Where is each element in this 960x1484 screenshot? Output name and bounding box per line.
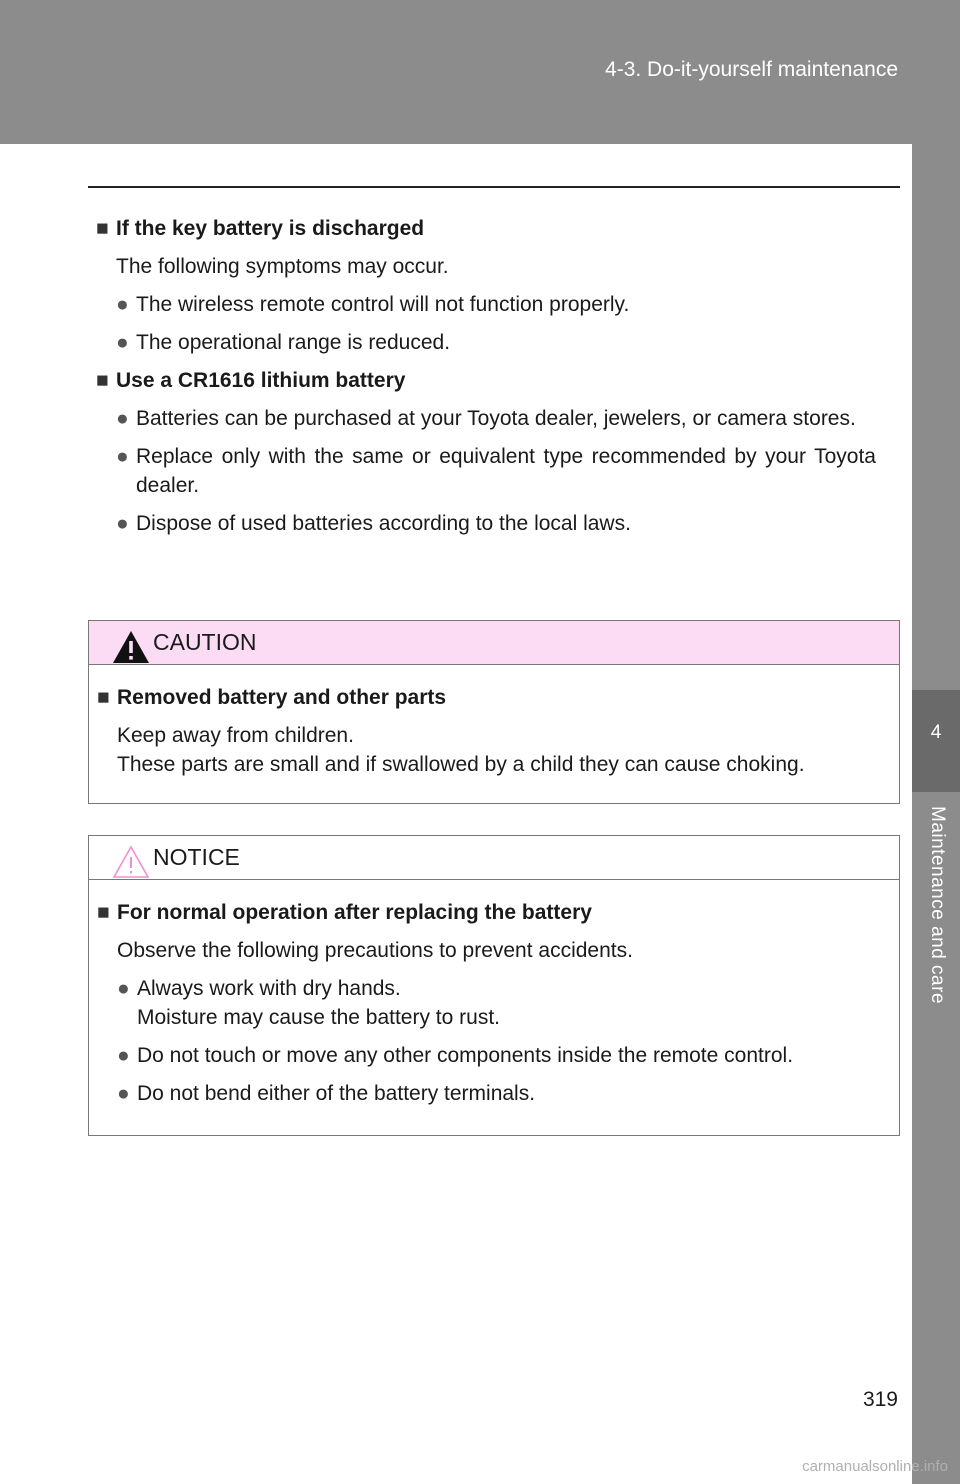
square-bullet-icon: ■ <box>97 901 110 924</box>
list-item: ● Batteries can be purchased at your Toyota dealer, jewelers, or camera stores. <box>96 404 876 433</box>
dot-bullet-icon: ● <box>117 1044 130 1067</box>
list-item: ● The wireless remote control will not function properly. <box>96 290 876 319</box>
warning-triangle-icon <box>111 629 151 665</box>
dot-bullet-icon: ● <box>117 1082 130 1105</box>
top-divider <box>88 186 900 188</box>
square-bullet-icon: ■ <box>96 369 109 392</box>
caution-line: These parts are small and if swallowed by a child they can cause choking. <box>117 753 805 776</box>
dot-bullet-icon: ● <box>116 512 129 535</box>
notice-box <box>88 835 900 1136</box>
dot-bullet-icon: ● <box>116 293 129 316</box>
caution-header <box>89 621 899 665</box>
page-number: 319 <box>862 1388 898 1411</box>
main-content <box>96 214 876 547</box>
section-heading: ■ Use a CR1616 lithium battery <box>96 366 876 395</box>
caution-box <box>88 620 900 804</box>
watermark: carmanualsonline.info <box>802 1458 948 1475</box>
caution-title: CAUTION <box>153 629 257 655</box>
section-intro: The following symptoms may occur. <box>116 255 449 278</box>
list-item: ● Dispose of used batteries according to the local laws. <box>96 509 876 538</box>
notice-body <box>89 880 899 1108</box>
dot-bullet-icon: ● <box>116 407 129 430</box>
notice-header <box>89 836 899 880</box>
caution-body <box>89 665 899 779</box>
section-heading: ■ If the key battery is discharged <box>96 214 876 243</box>
list-item: ● Do not touch or move any other components inside the remote control. <box>97 1041 875 1070</box>
caution-heading: ■ Removed battery and other parts <box>97 683 875 712</box>
notice-title: NOTICE <box>153 844 240 870</box>
dot-bullet-icon: ● <box>116 445 129 468</box>
square-bullet-icon: ■ <box>96 217 109 240</box>
caution-line: Keep away from children. <box>117 724 354 747</box>
side-tab-upper <box>912 144 960 690</box>
list-item: ● Replace only with the same or equivalent type recommended by your Toyota dealer. <box>96 442 876 500</box>
section-title: 4-3. Do-it-yourself maintenance <box>605 58 898 81</box>
notice-heading: ■ For normal operation after replacing the battery <box>97 898 875 927</box>
chapter-number: 4 <box>930 722 942 743</box>
chapter-label: Maintenance and care <box>927 806 948 1005</box>
warning-triangle-outline-icon <box>111 844 151 880</box>
dot-bullet-icon: ● <box>117 977 130 1000</box>
square-bullet-icon: ■ <box>97 686 110 709</box>
list-item: ● Always work with dry hands. Moisture may cause the battery to rust. <box>97 974 875 1032</box>
dot-bullet-icon: ● <box>116 331 129 354</box>
notice-intro: Observe the following precautions to prevent accidents. <box>117 939 633 962</box>
list-item: ● Do not bend either of the battery terminals. <box>97 1079 875 1108</box>
list-item: ● The operational range is reduced. <box>96 328 876 357</box>
